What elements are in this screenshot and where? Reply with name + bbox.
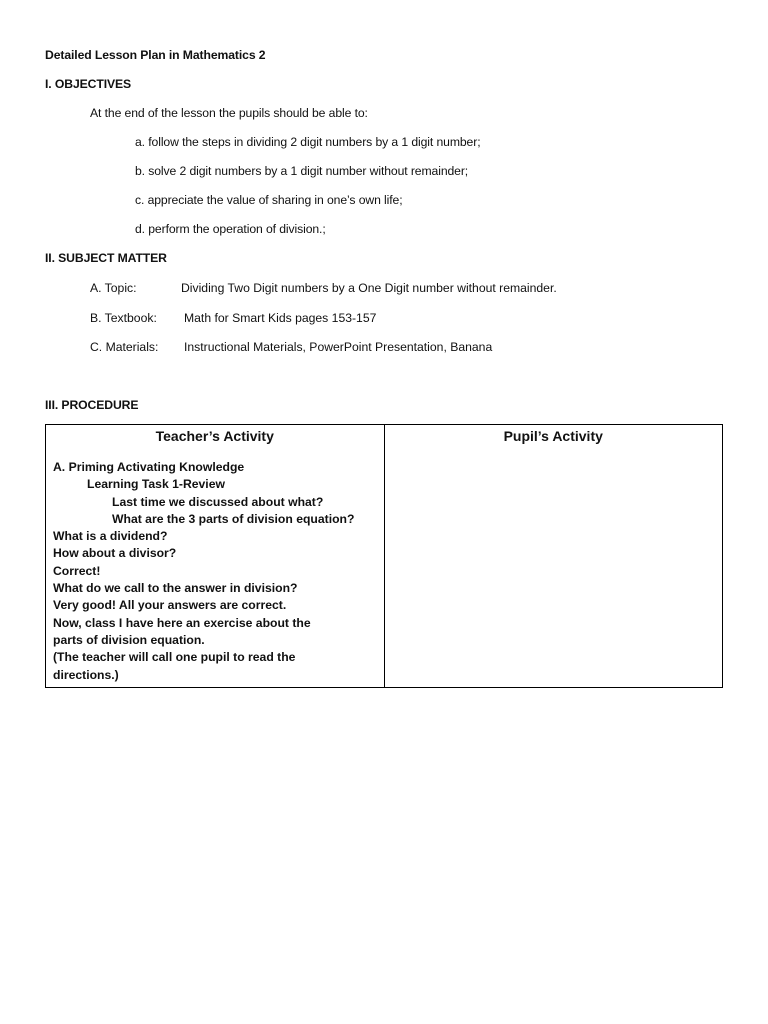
objective-item: c. appreciate the value of sharing in one’s own life; [135,193,403,207]
objectives-intro: At the end of the lesson the pupils should be able to: [90,106,368,120]
teacher-line: Learning Task 1-Review [87,477,225,492]
teacher-line: Last time we discussed about what? [112,494,324,509]
teacher-line: What is a dividend? [53,529,168,544]
teacher-activity-header: Teacher’s Activity [155,428,274,444]
teacher-line: directions.) [53,667,119,682]
objective-item: b. solve 2 digit numbers by a 1 digit number without remainder; [135,164,469,178]
teacher-line: (The teacher will call one pupil to read the [53,650,296,665]
teacher-line: What do we call to the answer in division? [53,581,298,596]
topic-value: Dividing Two Digit numbers by a One Digit number without remainder. [181,281,557,295]
textbook-value: Math for Smart Kids pages 153-157 [184,311,377,325]
materials-value: Instructional Materials, PowerPoint Presentation, Banana [184,340,493,354]
teacher-line: How about a divisor? [53,546,177,561]
materials-label: C. Materials: [90,340,159,354]
objective-item: d. perform the operation of division.; [135,222,326,236]
teacher-line: A. Priming Activating Knowledge [53,460,245,474]
objective-item: a. follow the steps in dividing 2 digit numbers by a 1 digit number; [135,135,481,149]
procedure-heading: III. PROCEDURE [45,398,139,412]
teacher-activity-cell [46,425,385,688]
procedure-table [45,424,723,688]
teacher-line: Correct! [53,563,101,578]
pupil-activity-header: Pupil’s Activity [503,428,603,444]
teacher-line: Now, class I have here an exercise about the [53,615,311,630]
topic-label: A. Topic: [90,281,137,295]
textbook-label: B. Textbook: [90,311,157,325]
teacher-line: Very good! All your answers are correct. [53,598,287,613]
objectives-heading: I. OBJECTIVES [45,77,132,91]
subject-matter-heading: II. SUBJECT MATTER [45,251,167,265]
pupil-activity-cell [384,425,723,688]
document-title: Detailed Lesson Plan in Mathematics 2 [45,48,266,62]
teacher-line: parts of division equation. [53,632,205,647]
teacher-line: What are the 3 parts of division equation? [112,511,355,526]
